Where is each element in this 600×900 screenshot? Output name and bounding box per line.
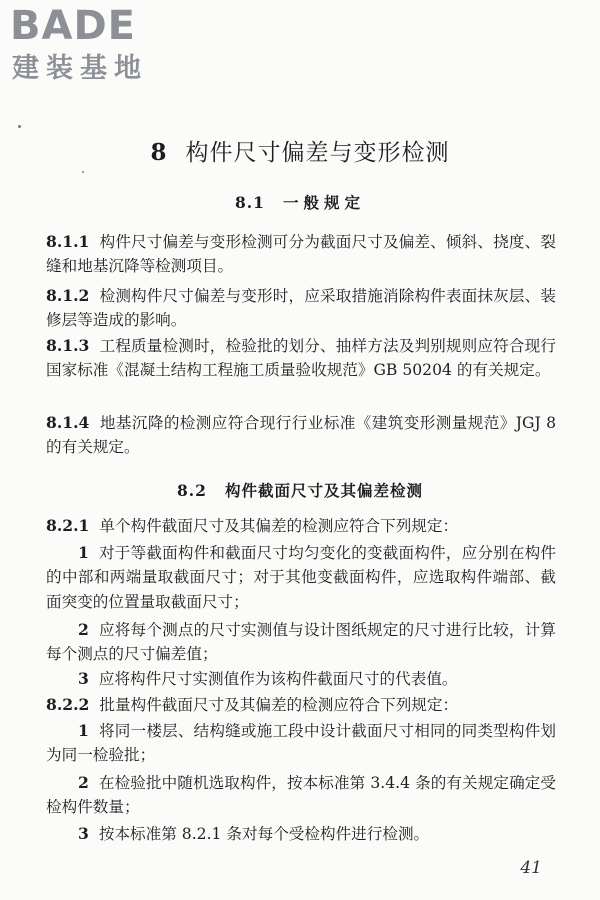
item-number: 2 — [78, 620, 89, 639]
section-heading-8-1 — [0, 192, 600, 214]
clause-8-2-1-item-1 — [46, 541, 556, 614]
item-text: 应将构件尺寸实测值作为该构件截面尺寸的代表值。 — [98, 670, 458, 688]
item-text: 将同一楼层、结构缝或施工段中设计截面尺寸相同的同类型构件划为同一检验批； — [46, 722, 556, 765]
clause-number: 8.2.2 — [46, 695, 90, 714]
item-number: 3 — [78, 669, 89, 688]
item-number: 3 — [78, 824, 89, 843]
clause-number: 8.1.4 — [46, 413, 90, 432]
logo-wordmark: BADE — [10, 3, 136, 49]
item-text: 按本标准第 8.2.1 条对每个受检构件进行检测。 — [98, 825, 430, 843]
item-text: 应将每个测点的尺寸实测值与设计图纸规定的尺寸进行比较，计算每个测点的尺寸偏差值； — [46, 621, 556, 664]
scan-speck — [18, 125, 21, 128]
clause-8-2-2-item-1 — [46, 719, 556, 768]
section-number: 8.2 — [177, 481, 207, 500]
clause-number: 8.1.1 — [46, 232, 90, 251]
item-text: 在检验批中随机选取构件，按本标准第 3.4.4 条的有关规定确定受检构件数量； — [46, 774, 556, 817]
clause-text: 工程质量检测时，检验批的划分、抽样方法及判别规则应符合现行国家标准《混凝土结构工程施工质量验收规范》GB 50204 的有关规定。 — [46, 337, 556, 380]
page-number: 41 — [520, 858, 542, 878]
item-number: 1 — [78, 543, 89, 562]
item-text: 对于等截面构件和截面尺寸均匀变化的变截面构件，应分别在构件的中部和两端量取截面尺寸；对于其他变截面构件，应选取构件端部、截面突变的位置量取截面尺寸； — [46, 544, 556, 611]
clause-8-2-1-item-2 — [46, 618, 556, 667]
clause-text: 构件尺寸偏差与变形检测可分为截面尺寸及偏差、倾斜、挠度、裂缝和地基沉降等检测项目。 — [46, 233, 556, 276]
item-number: 1 — [78, 721, 89, 740]
clause-number: 8.1.2 — [46, 286, 90, 305]
clause-text: 检测构件尺寸偏差与变形时，应采取措施消除构件表面抹灰层、装修层等造成的影响。 — [46, 287, 556, 330]
clause-8-2-2-item-2 — [46, 771, 556, 820]
logo-subtitle: 建装基地 — [12, 53, 148, 84]
clause-8-2-2 — [46, 693, 556, 717]
section-title-text: 一般规定 — [282, 193, 365, 212]
item-number: 2 — [78, 773, 89, 792]
clause-8-1-4 — [46, 411, 556, 460]
scan-speck — [82, 171, 84, 173]
clause-text: 地基沉降的检测应符合现行行业标准《建筑变形测量规范》JGJ 8 的有关规定。 — [46, 414, 556, 457]
clause-number: 8.1.3 — [46, 336, 90, 355]
section-heading-8-2 — [0, 480, 600, 502]
section-title-text: 构件截面尺寸及其偏差检测 — [224, 481, 423, 500]
clause-text: 单个构件截面尺寸及其偏差的检测应符合下列规定： — [99, 517, 459, 535]
clause-8-1-1 — [46, 230, 556, 279]
clause-8-1-3 — [46, 334, 556, 383]
clause-8-2-2-item-3 — [46, 822, 556, 846]
clause-8-2-1 — [46, 514, 556, 538]
section-number: 8.1 — [235, 193, 265, 212]
chapter-title-text: 构件尺寸偏差与变形检测 — [185, 140, 450, 166]
clause-8-2-1-item-3 — [46, 667, 556, 691]
clause-text: 批量构件截面尺寸及其偏差的检测应符合下列规定： — [99, 696, 459, 714]
clause-8-1-2 — [46, 284, 556, 333]
clause-number: 8.2.1 — [46, 516, 90, 535]
chapter-number: 8 — [150, 139, 168, 166]
chapter-title — [0, 138, 600, 168]
logo — [10, 4, 180, 84]
